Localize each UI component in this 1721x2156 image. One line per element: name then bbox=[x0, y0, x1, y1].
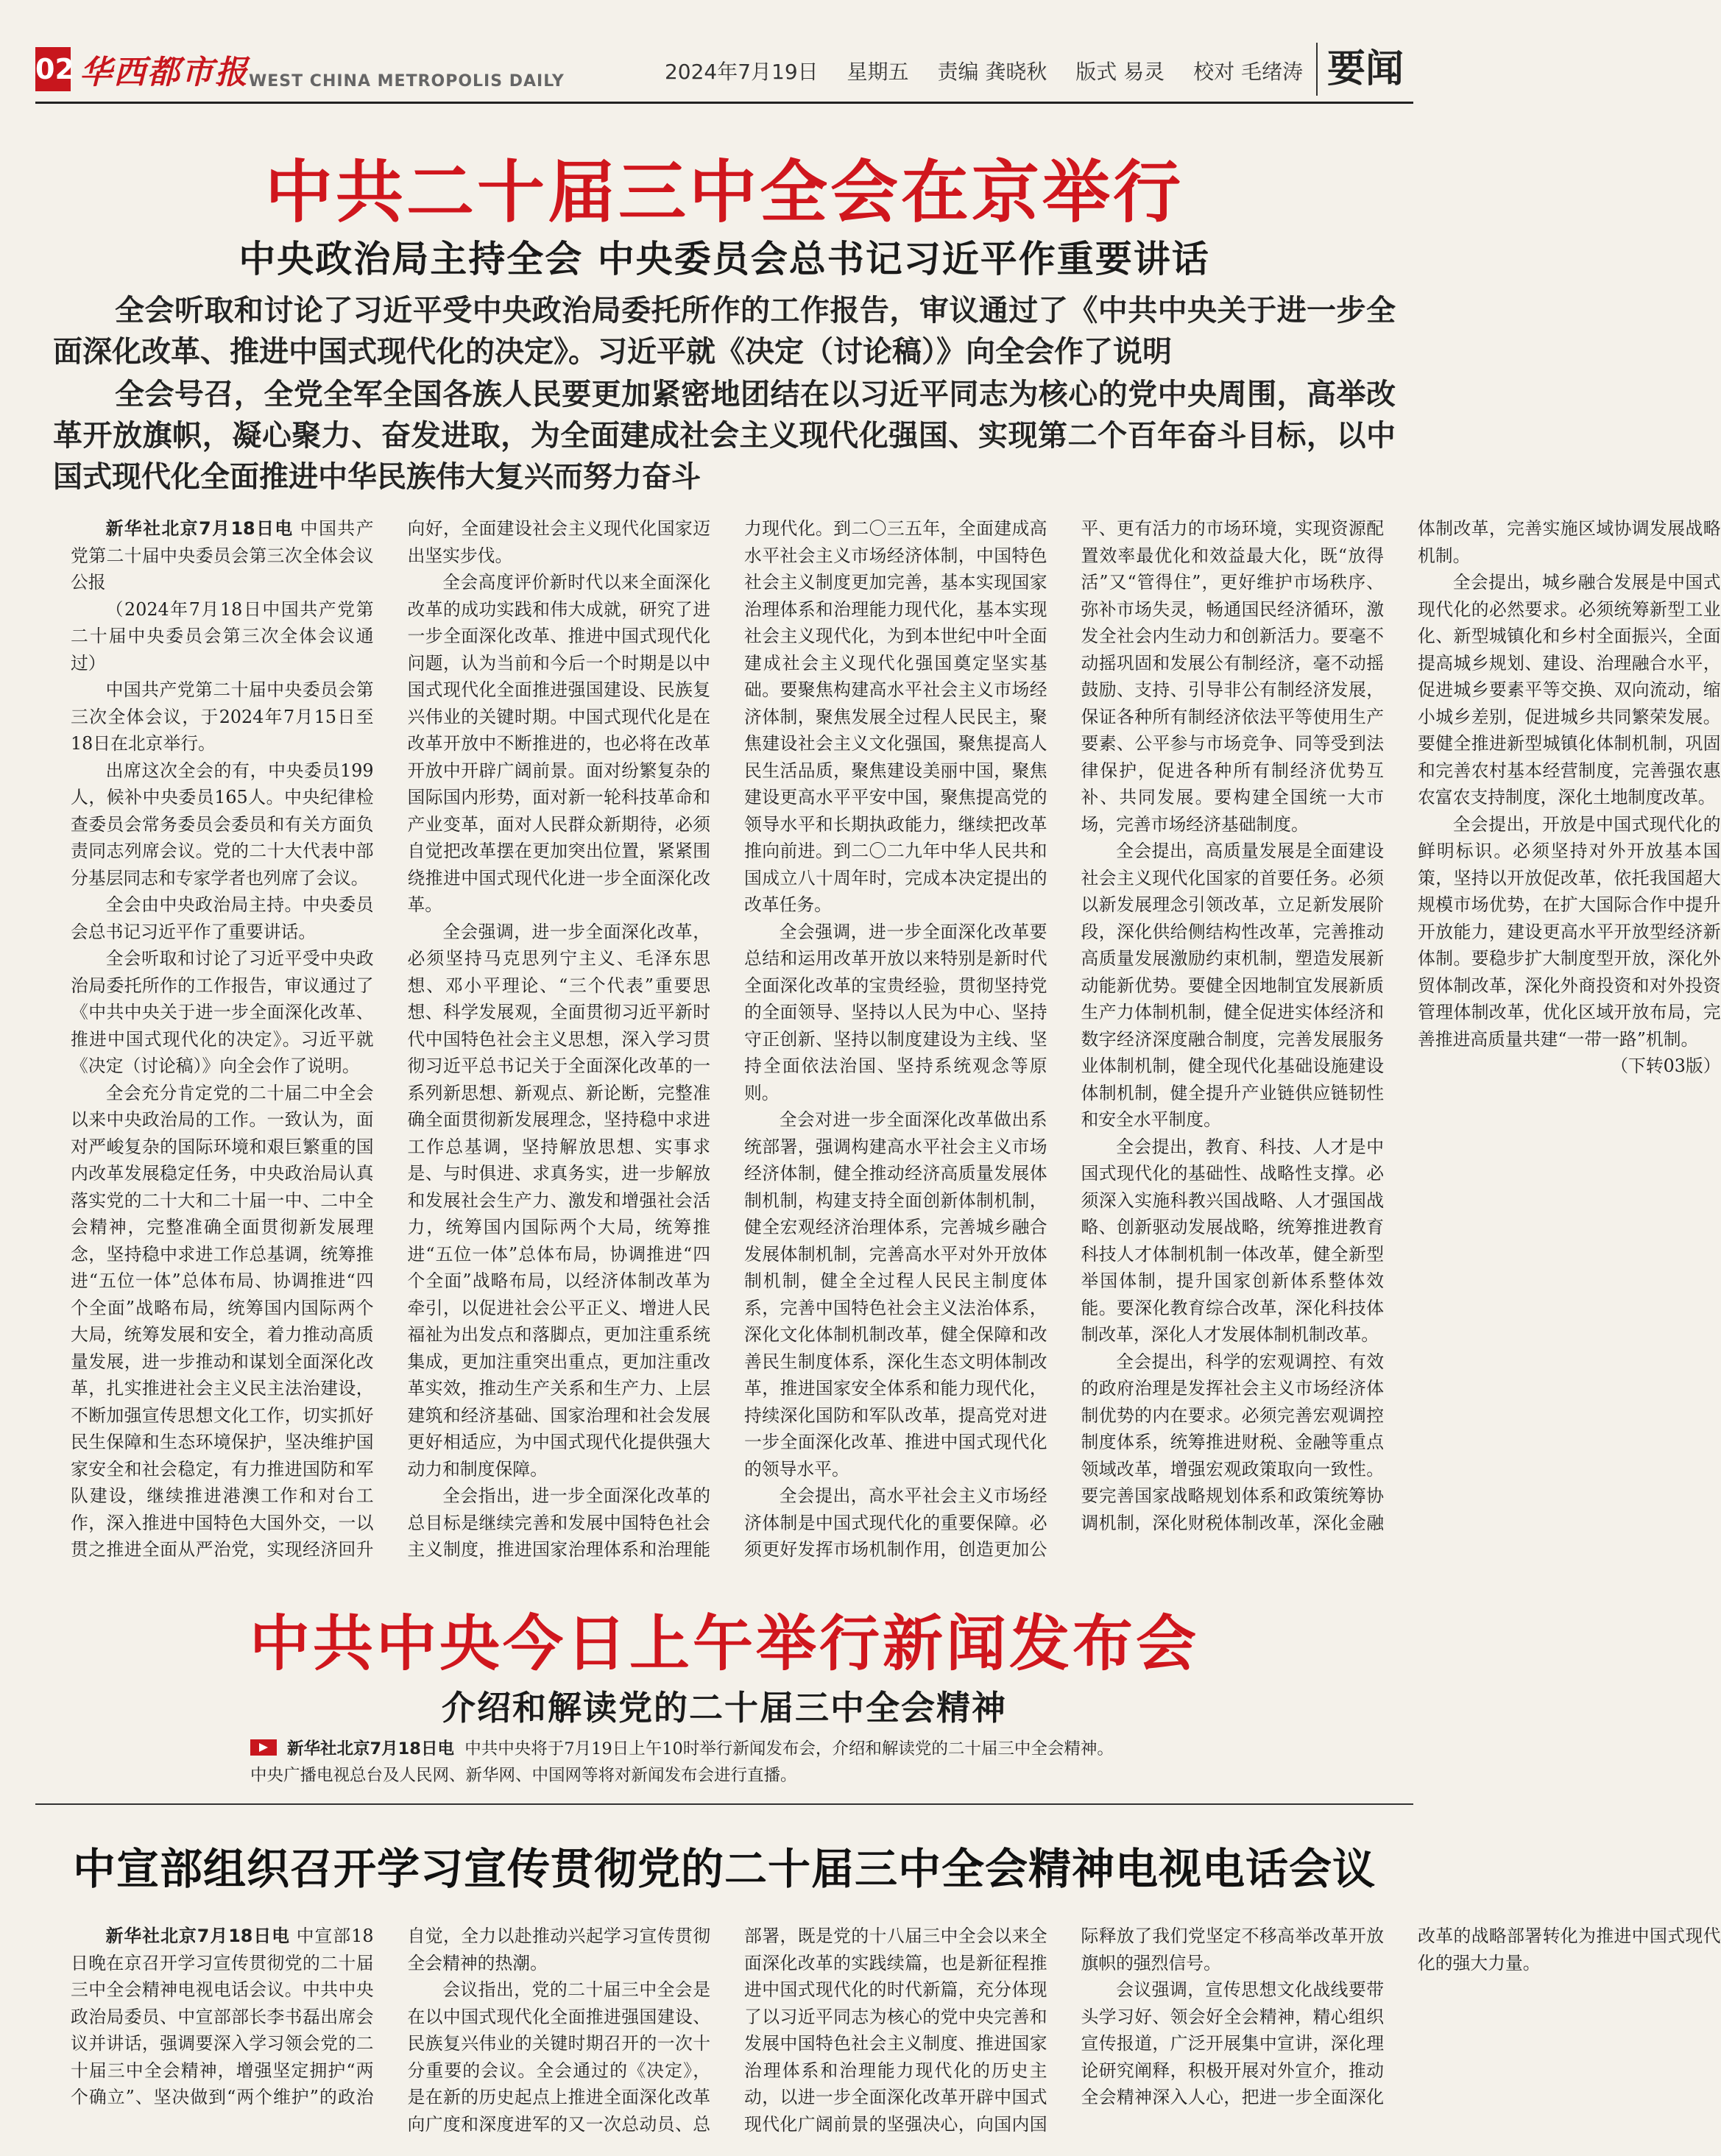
section-label: 要闻 bbox=[1316, 43, 1413, 96]
article1-paragraph: 全会提出，高水平社会主义市场经济体制是中国式现代化的重要保障。必须更好发挥市场机制作用，创造更加公平、更有活力的市场环境，实现资源配置效率最优化和效益最大化，既“放得活”又“管得住”，更好维护市场秩序、弥补市场失灵，畅通国民经济循环，激发全社会内生动力和创新活力。要毫不动摇巩固和发展公有制经济，毫不动摇鼓励、支持、引导非公有制经济发展，保证各种所有制经济依法平等使用生产要素、公平参与市场竞争、同等受到法律保护，促进各种所有制经济优势互补、共同发展。要构建全国统一大市场，完善市场经济基础制度。 bbox=[744, 518, 1384, 1560]
article1-lead1: 全会听取和讨论了习近平受中央政治局委托所作的工作报告，审议通过了《中共中央关于进一步全面深化改革、推进中国式现代化的决定》。习近平就《决定（讨论稿）》向全会作了说明 bbox=[53, 294, 1396, 369]
masthead-english: WEST CHINA METROPOLIS DAILY bbox=[249, 72, 565, 91]
article2-text: 中共中央将于7月19日上午10时举行新闻发布会，介绍和解读党的二十届三中全会精神。 bbox=[464, 1739, 1114, 1759]
article1-paragraph: 全会由中央政治局主持。中央委员会总书记习近平作了重要讲话。 bbox=[71, 894, 374, 942]
continued-note[interactable]: （下转03版） bbox=[1611, 1056, 1721, 1076]
page-number: 02 bbox=[35, 47, 71, 91]
article1-paragraph: （2024年7月18日中国共产党第二十届中央委员会第三次全体会议通过） bbox=[71, 598, 374, 674]
article1-paragraph: 中国共产党第二十届中央委员会第三次全体会议，于2024年7月15日至18日在北京举行。 bbox=[71, 679, 374, 754]
article1-paragraph: 全会提出，开放是中国式现代化的鲜明标识。必须坚持对外开放基本国策，坚持以开放促改革，依托我国超大规模市场优势，在扩大国际合作中提升开放能力，建设更高水平开放型经济新体制。要稳步扩大制度型开放，深化外贸体制改革，深化外商投资和对外投资管理体制改革，优化区域开放布局，完善推进高质量共建“一带一路”机制。 bbox=[1418, 813, 1721, 1050]
layout-credit: 版式 易灵 bbox=[1075, 60, 1165, 84]
article3-paragraph: 会议强调，宣传思想文化战线要带头学习好、领会好全会精神，精心组织宣传报道，广泛开展集中宣讲，深化理论研究阐释，积极开展对外宣介，推动全会精神深入人心，把进一步全面深化改革的战略部署转化为推进中国式现代化的强大力量。 bbox=[1081, 1926, 1721, 2107]
issue-meta bbox=[643, 56, 1303, 85]
article2-text2: 中央广播电视总台及人民网、新华网、中国网等将对新闻发布会进行直播。 bbox=[250, 1766, 797, 1785]
masthead-logo: 华西都市报 bbox=[79, 54, 249, 91]
article1-paragraph: 全会提出，教育、科技、人才是中国式现代化的基础性、战略性支撑。必须深入实施科教兴国战略、人才强国战略、创新驱动发展战略，统筹推进教育科技人才体制机制一体改革，健全新型举国体制，提升国家创新体系整体效能。要深化教育综合改革，深化科技体制改革，深化人才发展体制机制改革。 bbox=[1081, 1136, 1384, 1345]
article2-dateline: 新华社北京7月18日电 bbox=[287, 1739, 454, 1759]
editor-credit: 责编 龚晓秋 bbox=[937, 60, 1047, 84]
article1-paragraph: 全会对进一步全面深化改革做出系统部署，强调构建高水平社会主义市场经济体制，健全推动经济高质量发展体制机制，构建支持全面创新体制机制，健全宏观经济治理体系，完善城乡融合发展体制机制，完善高水平对外开放体制机制，健全全过程人民民主制度体系，完善中国特色社会主义法治体系，深化文化体制机制改革，健全保障和改善民生制度体系，深化生态文明体制改革，推进国家安全体系和能力现代化，持续深化国防和军队改革，提高党对进一步全面深化改革、推进中国式现代化的领导水平。 bbox=[744, 1109, 1047, 1480]
article1-paragraph: 全会高度评价新时代以来全面深化改革的成功实践和伟大成就，研究了进一步全面深化改革、推进中国式现代化问题，认为当前和今后一个时期是以中国式现代化全面推进强国建设、民族复兴伟业的关键时期。中国式现代化是在改革开放中不断推进的，也必将在改革开放中开辟广阔前景。面对纷繁复杂的国际国内形势，面对新一轮科技革命和产业变革，面对人民群众新期待，必须自觉把改革摆在更加突出位置，紧紧围绕推进中国式现代化进一步全面深化改革。 bbox=[407, 572, 710, 915]
article1-paragraph: 全会提出，城乡融合发展是中国式现代化的必然要求。必须统筹新型工业化、新型城镇化和乡村全面振兴，全面提高城乡规划、建设、治理融合水平，促进城乡要素平等交换、双向流动，缩小城乡差别，促进城乡共同繁荣发展。要健全推进新型城镇化体制机制，巩固和完善农村基本经营制度，完善强农惠农富农支持制度，深化土地制度改革。 bbox=[1418, 572, 1721, 807]
article3-headline: 中宣部组织召开学习宣传贯彻党的二十届三中全会精神电视电话会议 bbox=[72, 1844, 1376, 1894]
article1-paragraph: 全会强调，进一步全面深化改革，必须坚持马克思列宁主义、毛泽东思想、邓小平理论、“三个代表”重要思想、科学发展观，全面贯彻习近平新时代中国特色社会主义思想，深入学习贯彻习近平总书记关于全面深化改革的一系列新思想、新观点、新论断，完整准确全面贯彻新发展理念，坚持稳中求进工作总基调，坚持解放思想、实事求是、与时俱进、求真务实，进一步解放和发展社会生产力、激发和增强社会活力，统筹国内国际两个大局，统筹推进“五位一体”总体布局，协调推进“四个全面”战略布局，以经济体制改革为牵引，以促进社会公平正义、增进人民福祉为出发点和落脚点，更加注重系统集成，更加注重突出重点，更加注重改革实效，推动生产关系和生产力、上层建筑和经济基础、国家治理和社会发展更好相适应，为中国式现代化提供强大动力和制度保障。 bbox=[407, 921, 710, 1480]
article1-paragraph: 全会提出，高质量发展是全面建设社会主义现代化国家的首要任务。必须以新发展理念引领改革，立足新发展阶段，深化供给侧结构性改革，完善推动高质量发展激励约束机制，塑造发展新动能新优势。要健全因地制宜发展新质生产力体制机制，健全促进实体经济和数字经济深度融合制度，完善发展服务业体制机制，健全现代化基础设施建设体制机制，健全提升产业链供应链韧性和安全水平制度。 bbox=[1081, 841, 1384, 1130]
proofreader-credit: 校对 毛绪涛 bbox=[1193, 60, 1303, 84]
article3-paragraph: 新华社北京7月18日电 中宣部18日晚在京召开学习宣传贯彻党的二十届三中全会精神电视电话会议。中共中央政治局委员、中宣部部长李书磊出席会议并讲话，强调要深入学习领会党的二十届三中全会精神，增强坚定拥护“两个确立”、坚决做到“两个维护”的政治自觉，全力以赴推动兴起学习宣传贯彻全会精神的热潮。 bbox=[71, 1926, 710, 2107]
article3-body bbox=[71, 1923, 1721, 2143]
issue-date: 2024年7月19日 bbox=[664, 60, 819, 84]
article1-paragraph: 新华社北京7月18日电 中国共产党第二十届中央委员会第三次全体会议公报 bbox=[71, 518, 374, 593]
article1-paragraph: 出席这次全会的有，中央委员199人，候补中央委员165人。中央纪律检查委员会常务委员会委员和有关方面负责同志列席会议。党的二十大代表中部分基层同志和专家学者也列席了会议。 bbox=[71, 760, 374, 888]
article1-dateline: 新华社北京7月18日电 bbox=[105, 518, 294, 539]
article1-subhead: 中央政治局主持全会 中央委员会总书记习近平作重要讲话 bbox=[238, 238, 1210, 280]
article2-headline: 中共中央今日上午举行新闻发布会 bbox=[249, 1609, 1199, 1679]
article1-paragraph: 全会充分肯定党的二十届二中全会以来中央政治局的工作。一致认为，面对严峻复杂的国际环境和艰巨繁重的国内改革发展稳定任务，中央政治局认真落实党的二十大和二十届一中、二中全会精神，完整准确全面贯彻新发展理念，坚持稳中求进工作总基调，统筹推进“五位一体”总体布局、协调推进“四个全面”战略布局，统筹国内国际两个大局，统筹发展和安全，着力推动高质量发展，进一步推动和谋划全面深化改革，扎实推进社会主义民主法治建设，不断加强宣传思想文化工作，切实抓好民生保障和生态环境保护，坚决维护国家安全和社会稳定，有力推进国防和军队建设，继续推进港澳工作和对台工作，深入推进中国特色大国外交，一以贯之推进全面从严治党，实现经济回升向好，全面建设社会主义现代化国家迈出坚实步伐。 bbox=[71, 518, 710, 1560]
article3-dateline: 新华社北京7月18日电 bbox=[105, 1926, 291, 1946]
section-divider bbox=[35, 1803, 1413, 1805]
header-divider bbox=[35, 102, 1413, 104]
play-arrow-icon bbox=[250, 1739, 277, 1756]
article1-paragraph: 全会指出，进一步全面深化改革的总目标是继续完善和发展中国特色社会主义制度，推进国家治理体系和治理能力现代化。到二〇三五年，全面建成高水平社会主义市场经济体制，中国特色社会主义制度更加完善，基本实现国家治理体系和治理能力现代化，基本实现社会主义现代化，为到本世纪中叶全面建成社会主义现代化强国奠定坚实基础。要聚焦构建高水平社会主义市场经济体制，聚焦发展全过程人民民主，聚焦建设社会主义文化强国，聚焦提高人民生活品质，聚焦建设美丽中国，聚焦建设更高水平平安中国，聚焦提高党的领导水平和长期执政能力，继续把改革推向前进。到二〇二九年中华人民共和国成立八十周年时，完成本决定提出的改革任务。 bbox=[407, 518, 1047, 1560]
issue-weekday: 星期五 bbox=[847, 60, 909, 84]
article1-headline: 中共二十届三中全会在京举行 bbox=[264, 153, 1184, 232]
article2-subhead: 介绍和解读党的二十届三中全会精神 bbox=[442, 1688, 1007, 1728]
article1-paragraph: 全会提出，科学的宏观调控、有效的政府治理是发挥社会主义市场经济体制优势的内在要求。必须完善宏观调控制度体系，统筹推进财税、金融等重点领域改革，增强宏观政策取向一致性。要完善国家战略规划体系和政策统筹协调机制，深化财税体制改革，深化金融体制改革，完善实施区域协调发展战略机制。 bbox=[1081, 518, 1721, 1533]
article1-lead2: 全会号召，全党全军全国各族人民要更加紧密地团结在以习近平同志为核心的党中央周围，高举改革开放旗帜，凝心聚力、奋发进取，为全面建成社会主义现代化强国、实现第二个百年奋斗目标，以中国式现代化全面推进中华民族伟大复兴而努力奋斗 bbox=[53, 378, 1396, 494]
article3-paragraph: 会议指出，党的二十届三中全会是在以中国式现代化全面推进强国建设、民族复兴伟业的关键时期召开的一次十分重要的会议。全会通过的《决定》，是在新的历史起点上推进全面深化改革向广度和深度进军的又一次总动员、总部署，既是党的十八届三中全会以来全面深化改革的实践续篇，也是新征程推进中国式现代化的时代新篇，充分体现了以习近平同志为核心的党中央完善和发展中国特色社会主义制度、推进国家治理体系和治理能力现代化的历史主动，以进一步全面深化改革开辟中国式现代化广阔前景的坚强决心，向国内国际释放了我们党坚定不移高举改革开放旗帜的强烈信号。 bbox=[407, 1926, 1384, 2135]
article1-paragraph: 全会强调，进一步全面深化改革要总结和运用改革开放以来特别是新时代全面深化改革的宝贵经验，贯彻坚持党的全面领导、坚持以人民为中心、坚持守正创新、坚持以制度建设为主线、坚持全面依法治国、坚持系统观念等原则。 bbox=[744, 921, 1047, 1103]
article1-paragraph: 全会听取和讨论了习近平受中央政治局委托所作的工作报告，审议通过了《中共中央关于进一步全面深化改革、推进中国式现代化的决定》。习近平就《决定（讨论稿）》向全会作了说明。 bbox=[71, 948, 374, 1076]
article1-body bbox=[71, 515, 1721, 1583]
page-header bbox=[35, 43, 1413, 100]
article2-body bbox=[250, 1736, 1360, 1789]
